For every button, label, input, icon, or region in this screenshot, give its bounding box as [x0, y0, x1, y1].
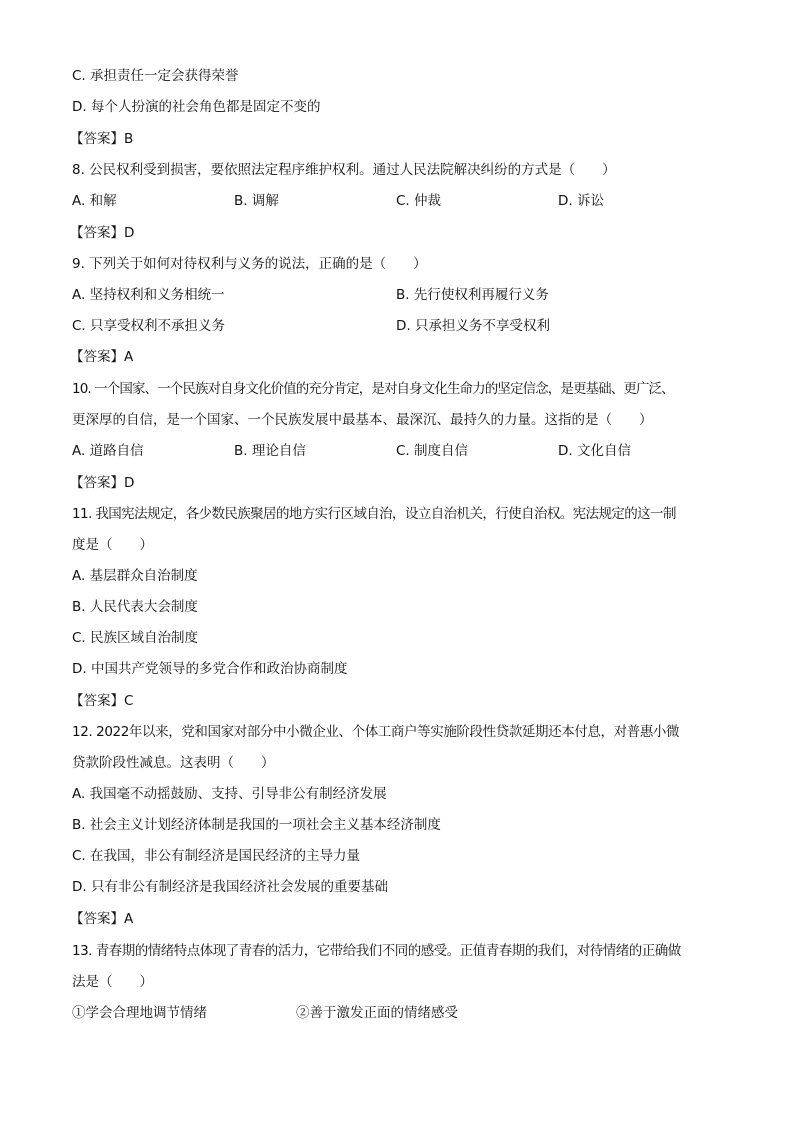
option-b: B. 调解 — [234, 193, 279, 209]
option-d: D. 诉讼 — [558, 193, 604, 209]
question-stem: 9. 下列关于如何对待权利与义务的说法，正确的是（ ） — [72, 256, 427, 272]
option-c: C. 民族区域自治制度 — [72, 630, 199, 646]
option-d: D. 只有非公有制经济是我国经济社会发展的重要基础 — [72, 879, 388, 895]
option-c: C. 仲裁 — [396, 193, 442, 209]
option-d: D. 文化自信 — [558, 443, 631, 459]
option-a: A. 坚持权利和义务相统一 — [72, 287, 225, 303]
question-stem: 11. 我国宪法规定，各少数民族聚居的地方实行区域自治，设立自治机关，行使自治权。宪法规定的这一制 — [72, 506, 676, 522]
question-stem-cont: 法是（ ） — [72, 974, 153, 990]
option-b: B. 先行使权利再履行义务 — [396, 287, 549, 303]
statement-2: ②善于激发正面的情绪感受 — [296, 1005, 458, 1021]
question-stem: 10. 一个国家、一个民族对自身文化价值的充分肯定，是对自身文化生命力的坚定信念，是更基础、更广泛、 — [72, 381, 674, 397]
option-d: D. 每个人扮演的社会角色都是固定不变的 — [72, 99, 321, 115]
option-a: A. 和解 — [72, 193, 117, 209]
option-b: B. 社会主义计划经济体制是我国的一项社会主义基本经济制度 — [72, 817, 441, 833]
option-d: D. 只承担义务不享受权利 — [396, 318, 550, 334]
option-a: A. 我国毫不动摇鼓励、支持、引导非公有制经济发展 — [72, 786, 387, 802]
answer-label: 【答案】D — [70, 225, 135, 241]
option-b: B. 理论自信 — [234, 443, 306, 459]
option-d: D. 中国共产党领导的多党合作和政治协商制度 — [72, 661, 348, 677]
question-stem: 8. 公民权利受到损害，要依照法定程序维护权利。通过人民法院解决纠纷的方式是（ ） — [72, 162, 616, 178]
answer-label: 【答案】C — [70, 693, 134, 709]
option-b: B. 人民代表大会制度 — [72, 599, 198, 615]
answer-label: 【答案】A — [70, 911, 134, 927]
option-a: A. 基层群众自治制度 — [72, 568, 198, 584]
option-c: C. 在我国，非公有制经济是国民经济的主导力量 — [72, 848, 361, 864]
answer-label: 【答案】D — [70, 475, 135, 491]
question-stem-cont: 度是（ ） — [72, 537, 153, 553]
option-c: C. 承担责任一定会获得荣誉 — [72, 68, 239, 84]
answer-label: 【答案】B — [70, 131, 134, 147]
answer-label: 【答案】A — [70, 349, 134, 365]
question-stem-cont: 贷款阶段性减息。这表明（ ） — [72, 755, 275, 771]
statement-1: ①学会合理地调节情绪 — [72, 1005, 207, 1021]
option-a: A. 道路自信 — [72, 443, 144, 459]
option-c: C. 制度自信 — [396, 443, 469, 459]
question-stem: 13. 青春期的情绪特点体现了青春的活力，它带给我们不同的感受。正值青春期的我们，对待情绪的正确做 — [72, 943, 681, 959]
question-stem: 12. 2022年以来，党和国家对部分中小微企业、个体工商户等实施阶段性贷款延期还本付息，对普惠小微 — [72, 724, 680, 740]
question-stem-cont: 更深厚的自信，是一个国家、一个民族发展中最基本、最深沉、最持久的力量。这指的是（ ） — [72, 412, 653, 428]
option-c: C. 只享受权利不承担义务 — [72, 318, 226, 334]
